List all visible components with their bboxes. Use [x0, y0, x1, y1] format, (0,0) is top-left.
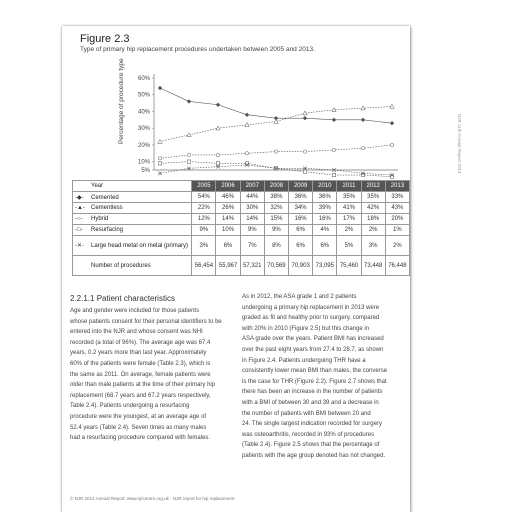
y-tick-label: 10% [137, 159, 150, 166]
line-chart [62, 26, 410, 186]
table-cell: 16% [289, 214, 313, 225]
table-cell: 26% [216, 203, 240, 214]
table-header-cell: 2011 [337, 181, 361, 192]
data-point [187, 160, 190, 163]
table-header-cell: 2007 [240, 181, 264, 192]
table-cell: 16% [313, 214, 337, 225]
data-point [303, 116, 307, 120]
table-cell: 22% [192, 203, 216, 214]
data-point [216, 126, 220, 130]
text-line: procedure were the youngest, at an average age of [70, 413, 207, 420]
table-cell: 70,569 [264, 256, 288, 276]
table-cell: 73,095 [313, 256, 337, 276]
series-line-cementless [160, 106, 392, 141]
y-tick-label: 40% [137, 109, 150, 116]
text-line: 60% of the patients were female (Table 2.3), which is [70, 360, 211, 367]
table-header-cell: 2012 [361, 181, 385, 192]
data-point [245, 152, 248, 155]
table-row [73, 214, 410, 225]
table-cell: 17% [337, 214, 361, 225]
table-cell: 33% [385, 192, 409, 203]
table-cell: 8% [264, 236, 288, 256]
table-cell: 3% [192, 236, 216, 256]
table-cell: 4% [313, 225, 337, 236]
table-header-year: Year [73, 181, 192, 192]
row-label [73, 192, 192, 203]
table-cell: 10% [216, 225, 240, 236]
text-line: whose patients consent for their personal identifiers to be [70, 318, 222, 325]
table-cell: 41% [337, 203, 361, 214]
table-cell: 39% [313, 203, 337, 214]
text-line: there has been an increase in the number of patients [242, 389, 383, 396]
y-tick-label: 50% [137, 92, 150, 99]
data-point [332, 148, 335, 151]
table-cell: 35% [337, 192, 361, 203]
table-cell: 3% [361, 236, 385, 256]
row-label [73, 225, 192, 236]
data-point [158, 139, 162, 143]
text-column-right [242, 292, 402, 462]
data-point [361, 118, 365, 122]
table-header-cell: 2013 [385, 181, 409, 192]
text-line: with a BMI of between 30 and 39 and a decrease in [242, 399, 379, 406]
text-line: had a resurfacing procedure compared with females. [70, 435, 211, 442]
data-point [390, 175, 393, 178]
text-line: 52.4 years (Table 2.4). Seven times as many males [70, 424, 207, 431]
row-label-text: Number of procedures [91, 262, 151, 269]
text-line: patients with the age group denoted has not changed. [242, 452, 386, 459]
text-line: replacement (68.7 years and 67.2 years respectively, [70, 392, 211, 399]
text-line: older than male patients at the time of their primary hip [70, 382, 216, 389]
paper-page [62, 26, 462, 512]
row-label [73, 256, 192, 276]
table-cell: 46% [216, 192, 240, 203]
table-cell: 14% [240, 214, 264, 225]
y-tick-label: 60% [137, 76, 150, 82]
figure-title: Figure 2.3 [80, 33, 130, 45]
text-line: entered into the NJR and whose consent was NHI [70, 329, 203, 336]
data-point [361, 106, 365, 110]
table-cell: 38% [264, 192, 288, 203]
text-line: recorded (a total of 96%). The average age was 67.4 [70, 339, 211, 346]
data-point [187, 99, 191, 103]
table-cell: 9% [240, 225, 264, 236]
table-cell: 36% [289, 192, 313, 203]
text-line: is the case for THR (Figure 2.2). Figure 2.7 shows that [242, 378, 387, 385]
table-header-cell: 2010 [313, 181, 337, 192]
data-point [158, 162, 161, 165]
legend-marker: -○- [75, 216, 83, 222]
data-point [187, 153, 190, 156]
data-point [361, 173, 364, 176]
text-line: over the past eight years from 27.4 to 28.7, as shown [242, 346, 384, 353]
row-label-text: Resurfacing [91, 227, 124, 233]
legend-marker: -▲- [75, 205, 85, 211]
data-point [303, 150, 306, 153]
legend-marker: -✕- [75, 243, 85, 249]
table-cell: 30% [240, 203, 264, 214]
text-line: As in 2012, the ASA grade 1 and 2 patients [242, 294, 357, 300]
table-cell: 5% [337, 236, 361, 256]
table-cell: 7% [240, 236, 264, 256]
row-label-text: Large head metal on metal (primary) [91, 243, 189, 249]
table-cell: 54% [192, 192, 216, 203]
table-cell: 2% [361, 225, 385, 236]
table-cell: 6% [216, 236, 240, 256]
table-header-cell: 2005 [192, 181, 216, 192]
text-line: 24. The single largest indication recorded for surgery [242, 421, 382, 428]
data-point [332, 173, 335, 176]
table-cell: 6% [313, 236, 337, 256]
table-row-total [73, 256, 410, 276]
row-label-text: Cemented [91, 194, 119, 201]
table-row [73, 192, 410, 203]
data-point [390, 104, 394, 108]
table-cell: 43% [385, 203, 409, 214]
text-line: consistently lower mean BMI than males, the converse [242, 368, 388, 375]
y-tick-label: 30% [137, 126, 150, 133]
table-cell: 9% [192, 225, 216, 236]
data-point [390, 143, 393, 146]
data-point [361, 147, 364, 150]
table-header-cell: 2009 [289, 181, 313, 192]
text-line: graded as fit and healthy prior to surgery, compared [242, 315, 380, 322]
text-line: in Figure 2.4. Patients undergoing THR have a [242, 357, 366, 364]
y-axis-label: Percentage of procedure type [118, 58, 125, 144]
table-header-cell: 2008 [264, 181, 288, 192]
text-column-left [70, 306, 230, 444]
table-cell: 70,903 [289, 256, 313, 276]
data-point [303, 170, 306, 173]
figure-caption: Type of primary hip replacement procedures undertaken between 2005 and 2013. [80, 46, 315, 53]
data-point [158, 157, 161, 160]
data-point [274, 150, 277, 153]
section-heading: 2.2.1.1 Patient characteristics [70, 294, 175, 303]
data-point [216, 153, 219, 156]
table-header-cell: 2006 [216, 181, 240, 192]
table-cell: 32% [264, 203, 288, 214]
text-line: the number of patients with BMI between 20 and [242, 410, 371, 417]
table-header-row [73, 181, 410, 192]
legend-marker: -◆- [75, 194, 84, 201]
row-label [73, 236, 192, 256]
text-line: Table 2.4). Patients undergoing a resurfacing [70, 403, 190, 410]
table-cell: 1% [385, 225, 409, 236]
table-cell: 2% [385, 236, 409, 256]
table-cell: 42% [361, 203, 385, 214]
data-point [245, 162, 248, 165]
y-tick-label: 5% [141, 168, 150, 174]
table-row [73, 203, 410, 214]
legend-marker: -□- [75, 227, 83, 233]
text-line: ASA grade over the years. Patient BMI has increased [242, 336, 384, 343]
table-cell: 76,448 [385, 256, 409, 276]
data-point [332, 118, 336, 122]
data-table [72, 180, 410, 276]
table-cell: 20% [385, 214, 409, 225]
table-cell: 75,460 [337, 256, 361, 276]
row-label-text: Cementless [91, 205, 123, 211]
side-note: NJR 11th Annual Report 2014 [457, 114, 462, 174]
table-cell: 56,454 [192, 256, 216, 276]
text-line: Age and gender were included for those patients [70, 308, 200, 314]
table-cell: 18% [361, 214, 385, 225]
data-point [187, 133, 191, 137]
text-line: undergoing a primary hip replacement in 2013 were [242, 304, 380, 311]
table-cell: 14% [216, 214, 240, 225]
table-row [73, 225, 410, 236]
row-label [73, 214, 192, 225]
table-cell: 6% [289, 236, 313, 256]
table-cell: 15% [264, 214, 288, 225]
data-point [245, 113, 249, 117]
row-label-text: Hybrid [91, 216, 109, 222]
table-cell: 55,967 [216, 256, 240, 276]
y-tick-label: 20% [137, 142, 150, 149]
table-cell: 6% [289, 225, 313, 236]
text-line: with 20% in 2010 (Figure 2.5) but this change in [242, 325, 370, 332]
page-footnote: © NJR 2014 Annual Report: www.njrcentre.org.uk · NJR report for hip replacement [70, 496, 235, 501]
data-point [216, 103, 220, 107]
table-cell: 44% [240, 192, 264, 203]
text-line: was osteoarthritis, recorded in 93% of procedures [242, 431, 375, 438]
data-point [390, 121, 394, 125]
data-point [216, 162, 219, 165]
data-point [158, 86, 162, 90]
table-cell: 12% [192, 214, 216, 225]
text-line: years, 0.2 years more than last year. Approximately [70, 350, 207, 357]
table-cell: 36% [313, 192, 337, 203]
table-cell: 57,321 [240, 256, 264, 276]
table-cell: 34% [289, 203, 313, 214]
row-label [73, 203, 192, 214]
table-cell: 35% [361, 192, 385, 203]
table-cell: 9% [264, 225, 288, 236]
table-cell: 2% [337, 225, 361, 236]
text-line: (Table 2.4). Figure 2.5 shows that the percentage of [242, 442, 380, 449]
table-row [73, 236, 410, 256]
table-cell: 73,448 [361, 256, 385, 276]
text-line: the same as 2011. On average, female patients were [70, 371, 211, 378]
